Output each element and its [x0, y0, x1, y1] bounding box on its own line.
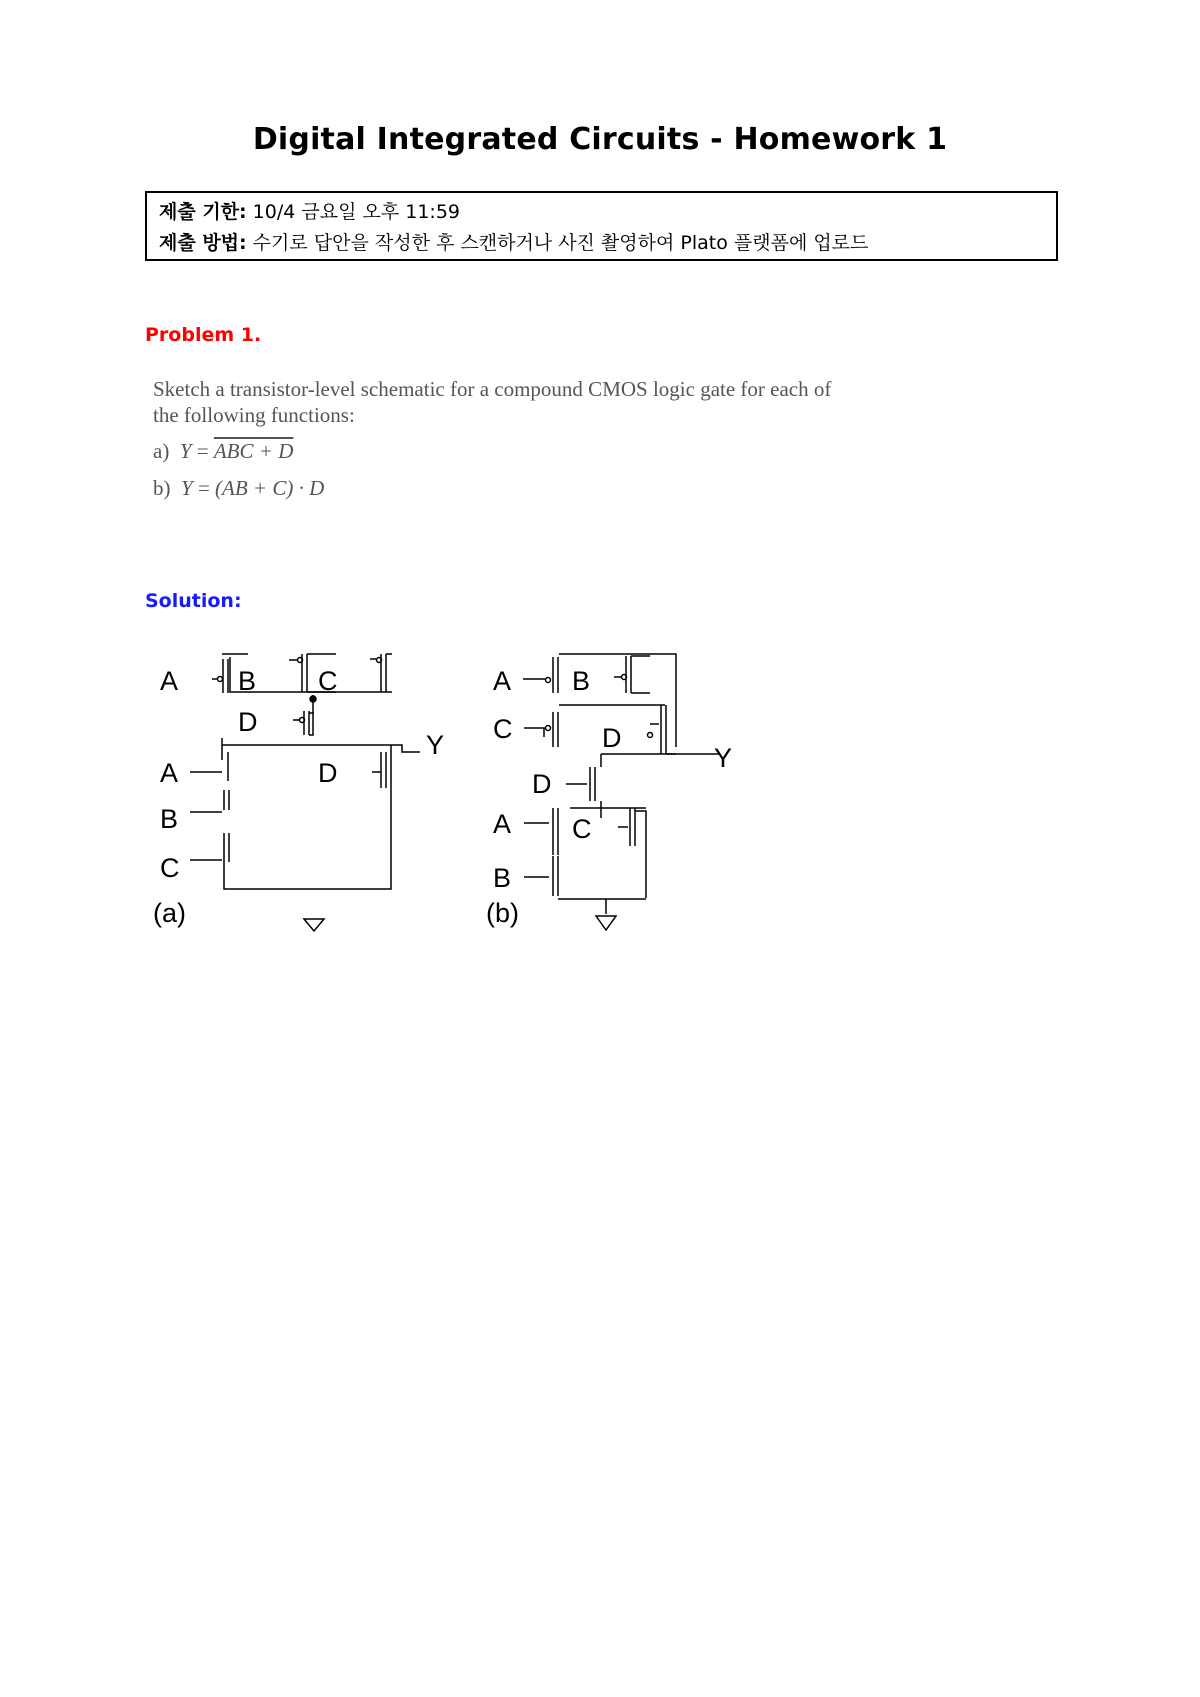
method-label: 제출 방법: — [159, 232, 247, 254]
part-a-eq: = — [191, 439, 214, 463]
page-title: Digital Integrated Circuits - Homework 1 — [252, 122, 948, 157]
label-a-B-bot: B — [160, 804, 179, 834]
problem-text-line2: the following functions: — [153, 403, 355, 427]
label-a-A-top: A — [160, 666, 179, 696]
method-value: 수기로 답안을 작성한 후 스캔하거나 사진 촬영하여 Plato 플랫폼에 업로드 — [246, 232, 869, 254]
part-b-lhs: Y — [181, 476, 193, 500]
label-a-C-top: C — [318, 666, 338, 696]
schematic-b — [523, 654, 720, 930]
label-b-A-bot: A — [493, 809, 512, 839]
label-b-D-top: D — [602, 723, 622, 753]
part-a-prefix: a) — [153, 439, 170, 463]
solution-heading: Solution: — [145, 590, 242, 612]
label-b-A-top: A — [493, 666, 512, 696]
label-b-B-bot: B — [493, 863, 512, 893]
caption-a: (a) — [153, 898, 186, 928]
part-b-eq: = — [192, 476, 216, 500]
label-b-B-top: B — [572, 666, 591, 696]
label-b-C-top: C — [493, 714, 513, 744]
part-a-lhs: Y — [179, 439, 192, 463]
label-a-Y: Y — [426, 730, 445, 760]
label-a-B-top: B — [238, 666, 257, 696]
label-b-Y: Y — [714, 743, 733, 773]
problem-text-line1: Sketch a transistor-level schematic for a compound CMOS logic gate for each of — [153, 377, 832, 401]
label-b-C-bot: C — [572, 814, 592, 844]
schematic-a — [190, 654, 420, 931]
label-a-A-bot: A — [160, 758, 179, 788]
caption-b: (b) — [486, 898, 519, 928]
label-a-C-bot: C — [160, 853, 180, 883]
label-a-D-top: D — [238, 707, 258, 737]
deadline-label: 제출 기한: — [159, 201, 247, 223]
problem-heading: Problem 1. — [145, 324, 262, 346]
part-b-prefix: b) — [153, 476, 171, 500]
label-b-D-mid: D — [532, 769, 552, 799]
deadline-value: 10/4 금요일 오후 11:59 — [246, 201, 460, 223]
part-b-expression: (AB + C) · D — [215, 476, 325, 500]
label-a-D-bot: D — [318, 758, 338, 788]
part-a-expression: ABC + D — [213, 439, 294, 463]
